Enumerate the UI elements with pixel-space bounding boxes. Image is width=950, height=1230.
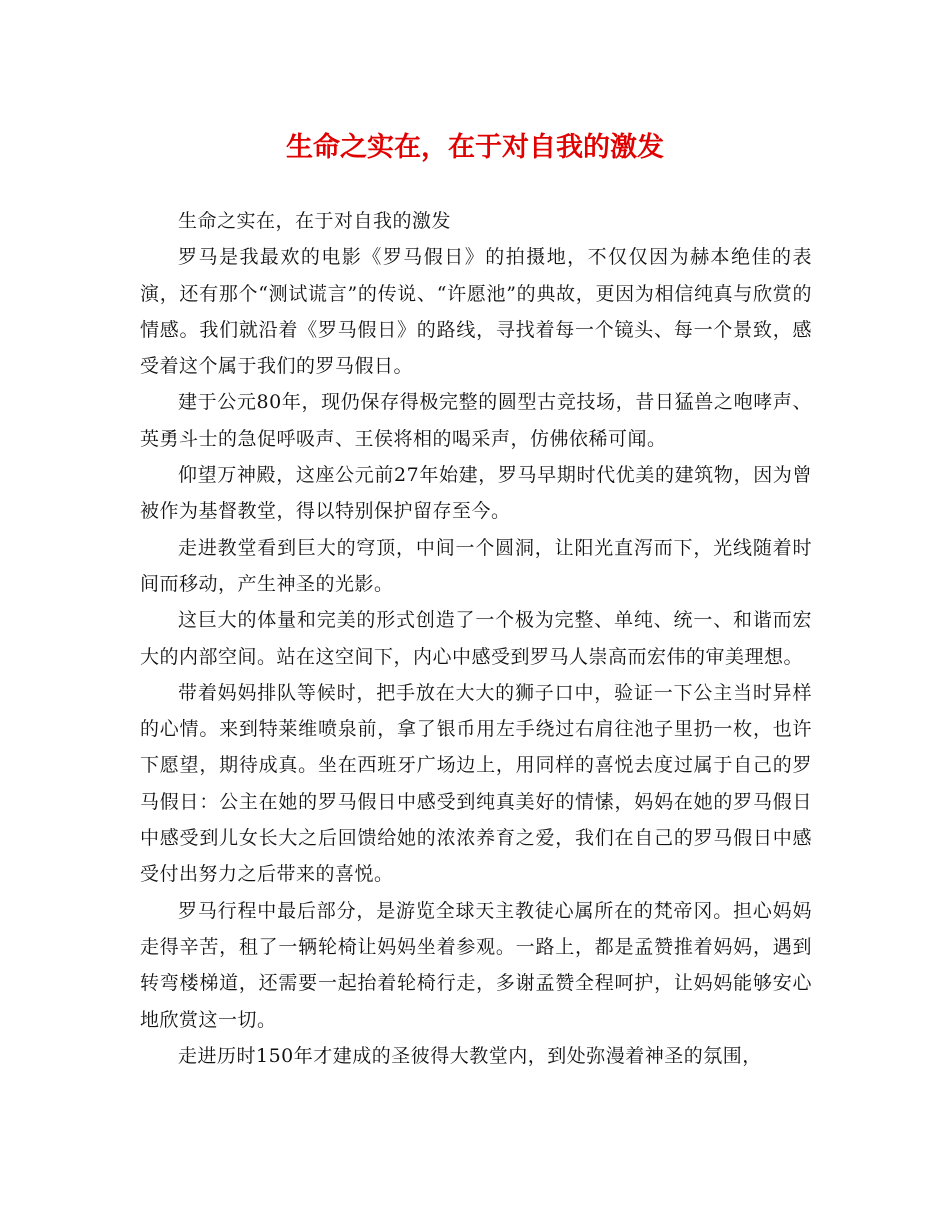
paragraph: 仰望万神殿，这座公元前27年始建，罗马早期时代优美的建筑物，因为曾被作为基督教堂，得以特别保护留存至今。 [140, 464, 812, 523]
paragraph-subtitle: 生命之实在，在于对自我的激发 [178, 210, 452, 232]
paragraph: 这巨大的体量和完美的形式创造了一个极为完整、单纯、统一、和谐而宏大的内部空间。站在这空间下，内心中感受到罗马人崇高而宏伟的审美理想。 [140, 609, 812, 668]
paragraph: 罗马是我最欢的电影《罗马假日》的拍摄地，不仅仅因为赫本绝佳的表演，还有那个“测试谎言”的传说、“许愿池”的典故，更因为相信纯真与欣赏的情感。我们就沿着《罗马假日》的路线，寻找着每一个镜头、每一个景致，感受着这个属于我们的罗马假日。 [140, 246, 812, 378]
paragraph: 走进教堂看到巨大的穹顶，中间一个圆洞，让阳光直泻而下，光线随着时间而移动，产生神圣的光影。 [140, 536, 812, 595]
document-title: 生命之实在，在于对自我的激发 [286, 132, 664, 163]
paragraph: 建于公元80年，现仍保存得极完整的圆型古竞技场，昔日猛兽之咆哮声、英勇斗士的急促呼吸声、王侯将相的喝采声，仿佛依稀可闻。 [140, 391, 812, 450]
paragraph: 带着妈妈排队等候时，把手放在大大的狮子口中，验证一下公主当时异样的心情。来到特莱维喷泉前，拿了银币用左手绕过右肩往池子里扔一枚，也许下愿望，期待成真。坐在西班牙广场边上，用同样的喜悦去度过属于自己的罗马假日：公主在她的罗马假日中感受到纯真美好的情愫，妈妈在她的罗马假日中感受到儿女长大之后回馈给她的浓浓养育之爱，我们在自己的罗马假日中感受付出努力之后带来的喜悦。 [140, 681, 812, 886]
paragraph: 罗马行程中最后部分，是游览全球天主教徒心属所在的梵帝冈。担心妈妈走得辛苦，租了一辆轮椅让妈妈坐着参观。一路上，都是孟赞推着妈妈，遇到转弯楼梯道，还需要一起抬着轮椅行走，多谢孟赞全程呵护，让妈妈能够安心地欣赏这一切。 [140, 899, 812, 1031]
document-body [140, 203, 812, 1074]
paragraph: 走进历时150年才建成的圣彼得大教堂内，到处弥漫着神圣的氛围， [178, 1044, 762, 1067]
